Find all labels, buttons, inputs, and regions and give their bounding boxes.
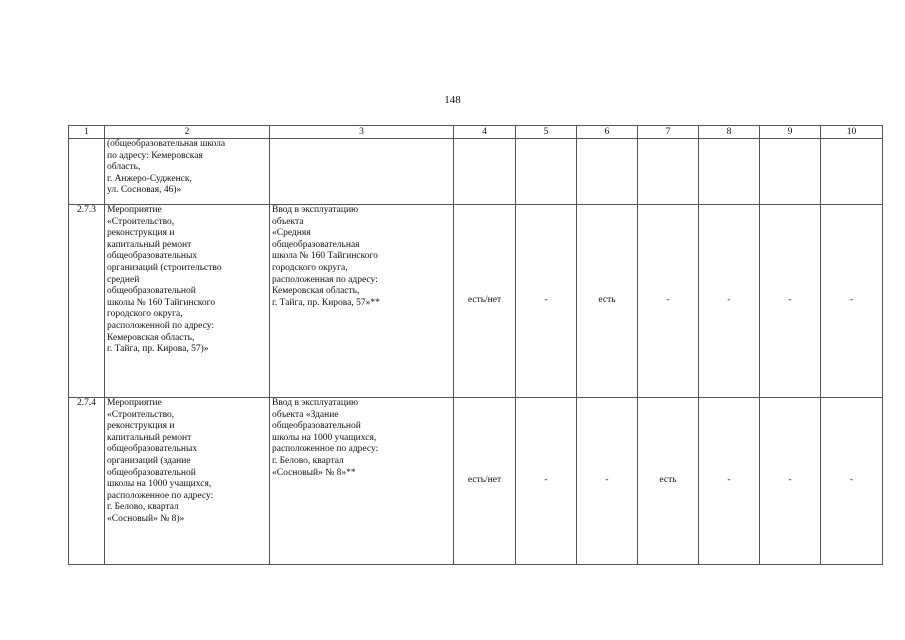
event-cell: Мероприятие «Строительство, реконструкция и капитальный ремонт общеобразовательных организаций (здание общеобразовательной школы на 1000 учащихся, расположенное по адресу: г. Белово, квартал «Сосновый» № 8)» bbox=[105, 398, 270, 565]
table-row bbox=[69, 205, 883, 398]
value-cell bbox=[454, 139, 516, 205]
column-header: 7 bbox=[638, 126, 699, 139]
value-cell: - bbox=[760, 205, 821, 398]
row-number: 2.7.4 bbox=[69, 398, 105, 565]
value-cell bbox=[577, 139, 638, 205]
indicator-cell: Ввод в эксплуатацию объекта «Здание общеобразовательной школы на 1000 учащихся, расположенное по адресу: г. Белово, квартал «Сосновый» № 8»** bbox=[270, 398, 454, 565]
value-cell bbox=[821, 139, 883, 205]
table-row bbox=[69, 398, 883, 565]
column-header: 8 bbox=[699, 126, 760, 139]
column-header: 5 bbox=[516, 126, 577, 139]
table-row bbox=[69, 139, 883, 205]
indicator-cell bbox=[270, 139, 454, 205]
value-cell bbox=[699, 139, 760, 205]
table-header-row bbox=[69, 126, 883, 139]
column-header: 6 bbox=[577, 126, 638, 139]
value-cell: - bbox=[577, 398, 638, 565]
value-cell: - bbox=[516, 398, 577, 565]
event-cell: (общеобразовательная школа по адресу: Кемеровская область, г. Анжеро-Судженск, ул. Сосновая, 46)» bbox=[105, 139, 270, 205]
indicator-cell: Ввод в эксплуатацию объекта «Средняя общеобразовательная школа № 160 Тайгинского городского округа, расположенная по адресу: Кемеровская область, г. Тайга, пр. Кирова, 57»** bbox=[270, 205, 454, 398]
row-number bbox=[69, 139, 105, 205]
value-cell: есть bbox=[577, 205, 638, 398]
value-cell: - bbox=[699, 205, 760, 398]
column-header: 10 bbox=[821, 126, 883, 139]
value-cell: - bbox=[638, 205, 699, 398]
value-cell bbox=[760, 139, 821, 205]
value-cell: есть bbox=[638, 398, 699, 565]
value-cell: есть/нет bbox=[454, 398, 516, 565]
value-cell: - bbox=[821, 398, 883, 565]
value-cell: есть/нет bbox=[454, 205, 516, 398]
event-cell: Мероприятие «Строительство, реконструкция и капитальный ремонт общеобразовательных организаций (строительство средней общеобразовательной школы № 160 Тайгинского городского округа, расположенной по адресу: Кемеровская область, г. Тайга, пр. Кирова, 57)» bbox=[105, 205, 270, 398]
value-cell bbox=[516, 139, 577, 205]
page-number: 148 bbox=[444, 94, 461, 106]
value-cell: - bbox=[699, 398, 760, 565]
value-cell bbox=[638, 139, 699, 205]
column-header: 3 bbox=[270, 126, 454, 139]
value-cell: - bbox=[516, 205, 577, 398]
column-header: 9 bbox=[760, 126, 821, 139]
column-header: 1 bbox=[69, 126, 105, 139]
row-number: 2.7.3 bbox=[69, 205, 105, 398]
column-header: 4 bbox=[454, 126, 516, 139]
value-cell: - bbox=[821, 205, 883, 398]
value-cell: - bbox=[760, 398, 821, 565]
document-table bbox=[68, 125, 883, 565]
column-header: 2 bbox=[105, 126, 270, 139]
